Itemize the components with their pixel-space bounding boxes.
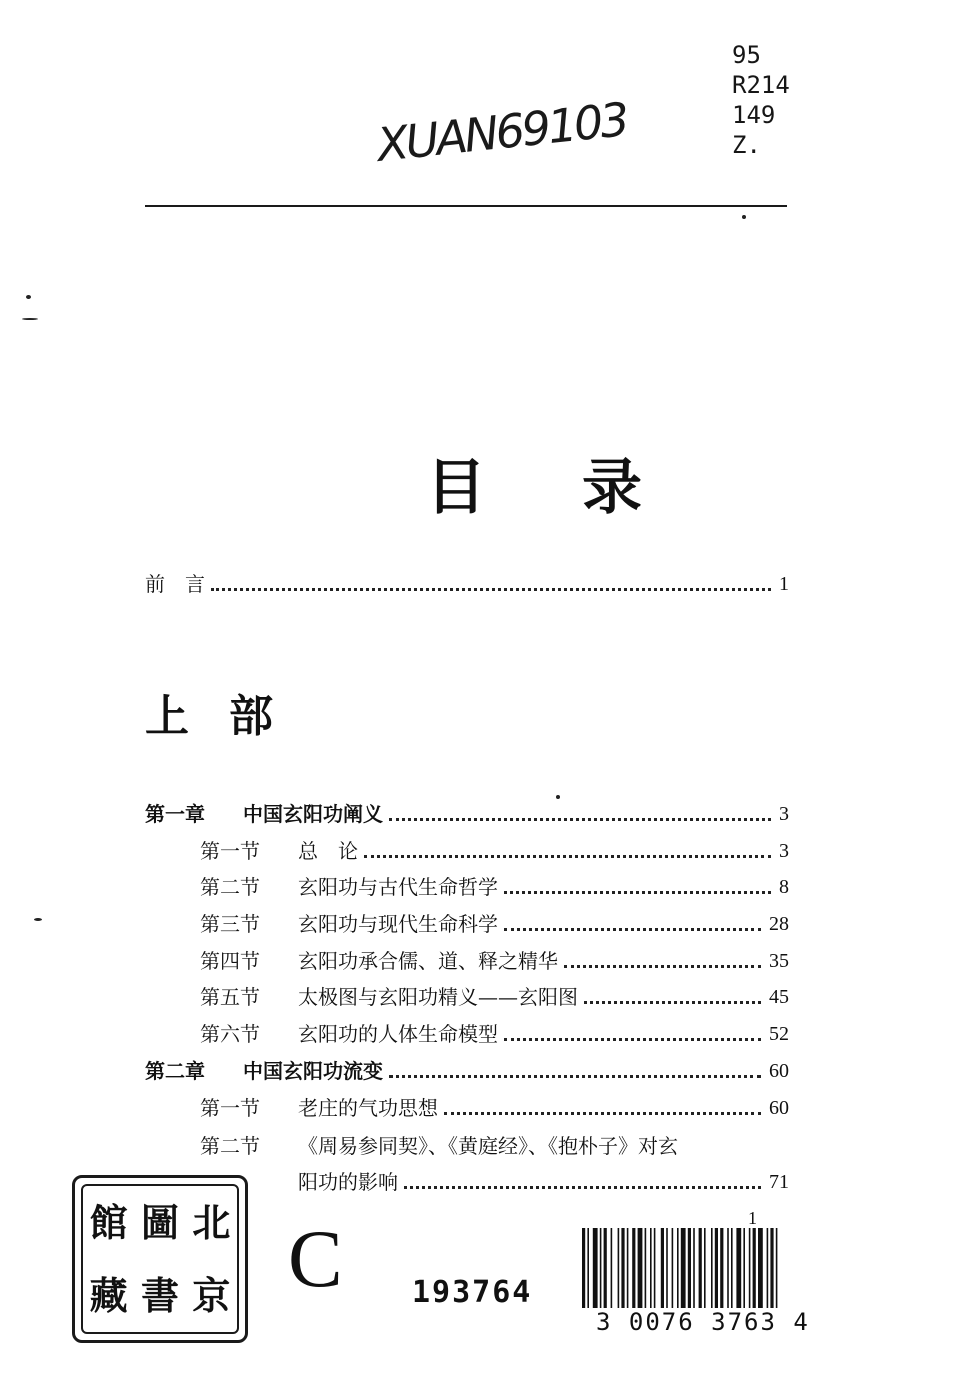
barcode-bar (627, 1228, 629, 1308)
barcode-bar (621, 1228, 624, 1308)
call-number (732, 40, 790, 160)
toc-page: 8 (779, 876, 789, 898)
toc-page: 60 (769, 1097, 789, 1119)
barcode-bar (749, 1228, 751, 1308)
seal-char: 圖 (140, 1199, 179, 1245)
top-rule (145, 205, 787, 207)
toc-number: 第二节 (200, 1134, 260, 1158)
page-title: 目录 (426, 453, 738, 523)
toc-number: 第一节 (200, 1096, 260, 1120)
toc-title: 太极图与玄阳功精义——玄阳图 (298, 985, 578, 1009)
barcode-bar (661, 1228, 664, 1308)
toc-page: 3 (779, 803, 789, 825)
toc-title: 阳功的影响 (298, 1170, 398, 1194)
barcode-bar (650, 1228, 652, 1308)
toc-page: 71 (769, 1171, 789, 1193)
stamp-letter: C (288, 1213, 343, 1304)
library-seal (72, 1175, 248, 1343)
toc-leader (211, 588, 771, 591)
barcode-bar (677, 1228, 679, 1308)
toc-preface[interactable] (145, 568, 789, 598)
toc-title: 玄阳功与古代生命哲学 (298, 875, 498, 899)
toc-leader (504, 1038, 761, 1041)
seal-char: 書 (140, 1272, 179, 1318)
toc-number: 第一节 (200, 839, 260, 863)
call-number-line: R214 (732, 71, 790, 99)
barcode-bar (688, 1228, 691, 1308)
barcode-bar (611, 1228, 613, 1308)
call-number-line: 149 (732, 101, 776, 129)
barcode-bar (770, 1228, 773, 1308)
barcode-bar (645, 1228, 647, 1308)
toc-number: 第二节 (200, 875, 260, 899)
scan-speck (22, 318, 38, 320)
seal-characters (81, 1184, 239, 1334)
barcode-bar (604, 1228, 607, 1308)
scan-speck (34, 918, 42, 921)
toc-leader (389, 818, 771, 821)
toc-leader (444, 1112, 761, 1115)
seal-char: 京 (192, 1272, 231, 1318)
toc-label: 前 言 (145, 572, 205, 596)
toc-leader (404, 1186, 761, 1189)
toc-entry-multiline-second[interactable] (298, 1166, 789, 1196)
toc-leader (564, 965, 761, 968)
accession-number: 193764 (412, 1275, 533, 1310)
page-number: 1 (748, 1208, 757, 1228)
toc-entry[interactable] (200, 908, 789, 938)
barcode-bar (638, 1228, 643, 1308)
toc-entry[interactable] (200, 981, 789, 1011)
toc-title: 玄阳功承合儒、道、释之精华 (298, 949, 558, 973)
scan-speck (556, 795, 560, 799)
call-number-line: 95 (732, 41, 761, 69)
barcode-bar (672, 1228, 674, 1308)
toc-number: 第五节 (200, 985, 260, 1009)
barcode-bar (666, 1228, 668, 1308)
barcode-bar (715, 1228, 718, 1308)
toc-title: 《周易参同契》、《黄庭经》、《抱朴子》对玄 (298, 1134, 678, 1158)
part-heading: 上部 (145, 691, 313, 742)
barcode-bar (711, 1228, 713, 1308)
toc-entry-multiline-first[interactable] (200, 1132, 678, 1160)
toc-number: 第三节 (200, 912, 260, 936)
toc-page: 1 (779, 573, 789, 595)
toc-leader (389, 1075, 761, 1078)
barcode-digits: 3 0076 3763 4 (596, 1308, 810, 1336)
toc-title: 中国玄阳功阐义 (243, 802, 383, 826)
toc-title: 玄阳功与现代生命科学 (298, 912, 498, 936)
toc-entry[interactable] (200, 871, 789, 901)
toc-entry[interactable] (200, 835, 789, 865)
toc-entry[interactable] (200, 1018, 789, 1048)
toc-leader (364, 855, 771, 858)
toc-title: 玄阳功的人体生命模型 (298, 1022, 498, 1046)
toc-number: 第六节 (200, 1022, 260, 1046)
barcode-bar (753, 1228, 756, 1308)
toc-leader (584, 1001, 761, 1004)
handwritten-note: XUAN69103 (374, 92, 630, 172)
barcode-bar (699, 1228, 702, 1308)
barcode-bar (693, 1228, 695, 1308)
barcode-bar (593, 1228, 598, 1308)
toc-number: 第一章 (145, 802, 205, 826)
barcode-bar (582, 1228, 585, 1308)
toc-entry[interactable] (145, 1055, 789, 1085)
toc-page: 35 (769, 950, 789, 972)
toc-number: 第四节 (200, 949, 260, 973)
barcode-bar (720, 1228, 723, 1308)
toc-title: 老庄的气功思想 (298, 1096, 438, 1120)
barcode (582, 1228, 846, 1308)
barcode-bar (618, 1228, 620, 1308)
barcode-bar (743, 1228, 745, 1308)
call-number-line: Z. (732, 131, 761, 159)
barcode-bar (587, 1228, 589, 1308)
toc-entry[interactable] (200, 945, 789, 975)
barcode-bar (731, 1228, 733, 1308)
toc-page: 28 (769, 913, 789, 935)
barcode-bar (727, 1228, 729, 1308)
barcode-bar (681, 1228, 686, 1308)
toc-entry[interactable] (145, 798, 789, 828)
barcode-bar (776, 1228, 778, 1308)
barcode-bar (600, 1228, 602, 1308)
toc-title: 中国玄阳功流变 (243, 1059, 383, 1083)
barcode-bar (736, 1228, 741, 1308)
scan-speck (26, 295, 31, 299)
toc-page: 45 (769, 986, 789, 1008)
toc-number: 第二章 (145, 1059, 205, 1083)
toc-entry[interactable] (200, 1092, 789, 1122)
toc-title: 总 论 (298, 839, 358, 863)
barcode-bar (758, 1228, 763, 1308)
toc-page: 3 (779, 840, 789, 862)
barcode-bar (654, 1228, 656, 1308)
seal-char: 北 (192, 1199, 231, 1245)
toc-leader (504, 928, 761, 931)
seal-char: 藏 (89, 1272, 128, 1318)
toc-leader (504, 891, 771, 894)
scan-speck (742, 215, 746, 219)
barcode-bar (767, 1228, 769, 1308)
barcode-bar (632, 1228, 635, 1308)
toc-page: 52 (769, 1023, 789, 1045)
toc-page: 60 (769, 1060, 789, 1082)
barcode-bar (704, 1228, 706, 1308)
seal-char: 館 (89, 1199, 128, 1245)
